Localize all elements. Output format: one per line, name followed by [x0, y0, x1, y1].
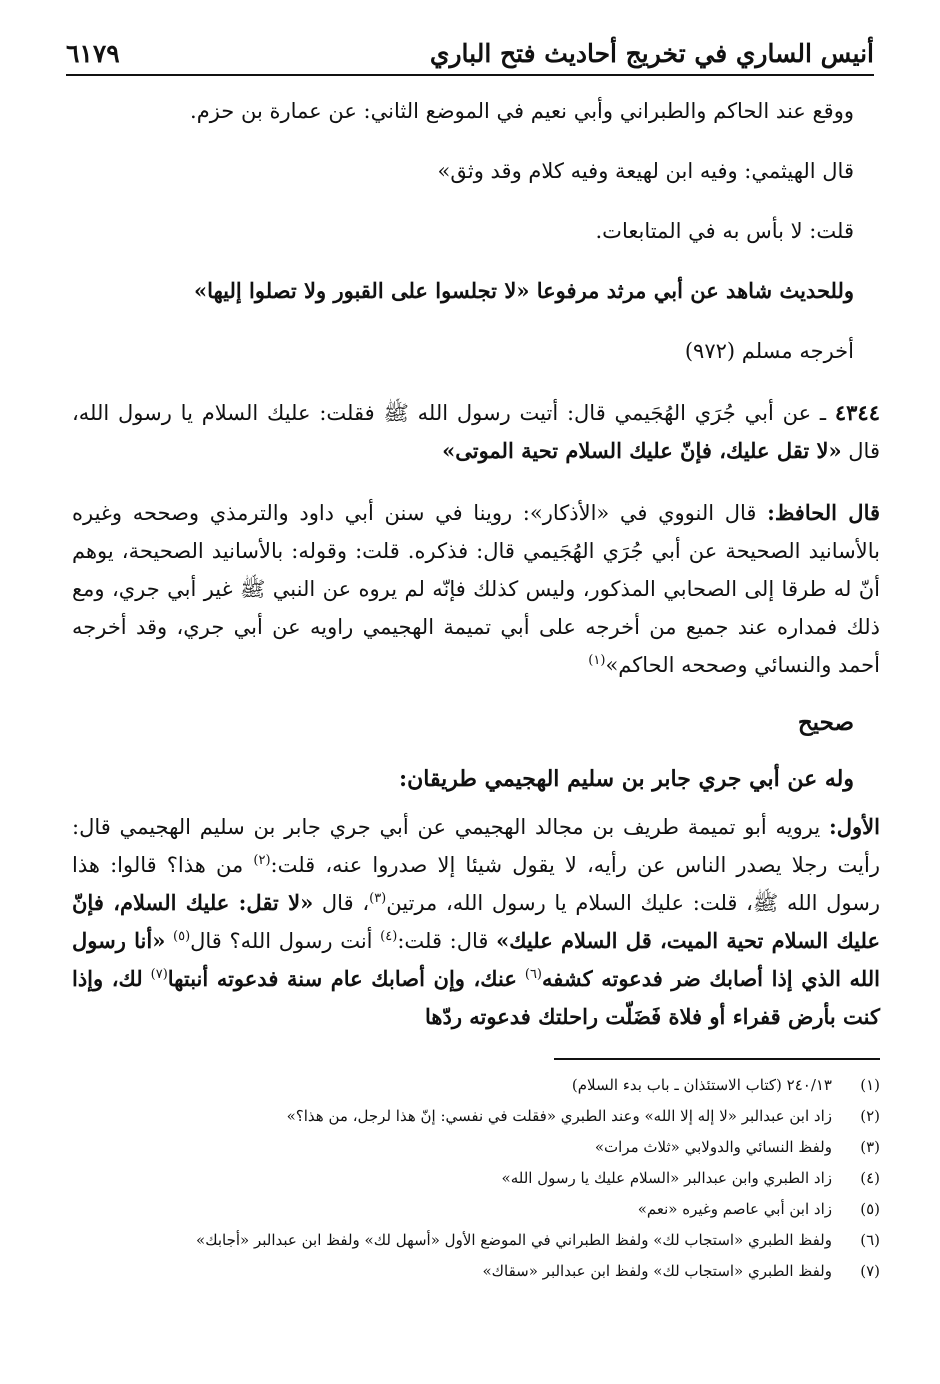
footnote-ref-5: (٥)	[173, 929, 191, 944]
footnote-text: زاد ابن أبي عاصم وغيره «نعم»	[637, 1200, 832, 1218]
footnote-number: (٣)	[860, 1138, 880, 1156]
footnote-separator	[554, 1058, 880, 1060]
hadith-quote: «لا تقل عليك، فإنّ عليك السلام تحية الموتى»	[442, 438, 842, 463]
hadith-4344	[72, 394, 880, 470]
paragraph-shahid: وللحديث شاهد عن أبي مرثد مرفوعا «لا تجلسوا على القبور ولا تصلوا إليها»	[193, 278, 854, 303]
footnote-ref-4: (٤)	[380, 929, 398, 944]
footnote-text: ولفظ النسائي والدولابي «ثلاث مرات»	[594, 1138, 832, 1156]
footnote-1	[70, 1070, 880, 1101]
footnote-5	[70, 1194, 880, 1225]
hadith-text: ـ عن أبي جُرَي الهُجَيمي قال: أتيت رسول الله ﷺ فقلت: عليك السلام يا رسول الله، قال	[72, 401, 880, 463]
footnote-4	[70, 1163, 880, 1194]
paragraph-waqa: ووقع عند الحاكم والطبراني وأبي نعيم في الموضع الثاني: عن عمارة بن حزم.	[190, 99, 854, 123]
footnote-6	[70, 1225, 880, 1256]
page-header	[66, 34, 874, 76]
hafiz-lead: قال الحافظ:	[767, 500, 881, 525]
footnote-ref-6: (٦)	[524, 967, 542, 982]
footnote-text: زاد الطبري وابن عبدالبر «السلام عليك يا رسول الله»	[501, 1169, 832, 1187]
first-path-text-2: من هذا؟ قالوا: هذا رسول الله ﷺ، قلت: عليك السلام يا رسول الله، مرتين	[72, 853, 880, 915]
paragraph-haythami: قال الهيثمي: وفيه ابن لهيعة وفيه كلام وقد وثق»	[437, 159, 854, 183]
footnote-number: (٦)	[860, 1231, 880, 1249]
hafiz-text: قال النووي في «الأذكار»: روينا في سنن أبي داود والترمذي وصححه وغيره بالأسانيد الصحيحة عن أبي جُرَي الهُجَيمي قال: فذكره. قلت: وقوله: بالأسانيد الصحيحة، يوهم أنّ له طرقا إلى الصحابي المذكور، وليس كذلك فإنّه لم يروه عن النبي ﷺ غير أبي جري، ومع ذلك فمداره عند جميع من أخرجه على أبي تميمة الهجيمي راويه عن أبي جري، وقد أخرجه أحمد والنسائي وصححه الحاكم»	[72, 501, 880, 677]
running-title: أنيس الساري في تخريج أحاديث فتح الباري	[429, 39, 874, 68]
paths-heading: وله عن أبي جري جابر بن سليم الهجيمي طريقان:	[399, 766, 854, 792]
footnote-3	[70, 1132, 880, 1163]
footnote-text: ٢٤٠/١٣ (كتاب الاستئذان ـ باب بدء السلام)	[571, 1076, 832, 1094]
footnote-text: زاد ابن عبدالبر «لا إله إلا الله» وعند الطبري «فقلت في نفسي: إنّ هذا لرجل، من هذا؟»	[286, 1107, 832, 1125]
first-path-quote-2: «أنا رسول الله الذي إذا أصابك ضر فدعوته كشفه	[72, 928, 880, 991]
footnote-ref-1: (١)	[588, 653, 606, 668]
hafiz-comment	[72, 494, 880, 684]
paragraph-qultu: قلت: لا بأس به في المتابعات.	[595, 219, 854, 243]
page-number: ٦١٧٩	[66, 39, 120, 68]
first-path-text-4: قال: قلت:	[397, 929, 489, 953]
footnote-2	[70, 1101, 880, 1132]
footnote-number: (٢)	[860, 1107, 880, 1125]
first-path-quote-1: «لا تقل: عليك السلام، فإنّ عليك السلام تحية الميت، قل السلام عليك»	[72, 890, 880, 953]
footnote-ref-7: (٧)	[150, 967, 168, 982]
footnote-number: (٤)	[860, 1169, 880, 1187]
first-path-lead: الأول:	[829, 814, 880, 839]
footnote-ref-3: (٣)	[369, 891, 387, 906]
hadith-number: ٤٣٤٤	[834, 400, 880, 425]
first-path-text-5: أنت رسول الله؟ قال	[190, 929, 373, 953]
footnote-7	[70, 1256, 880, 1287]
grade-heading: صحيح	[797, 709, 854, 736]
first-path-text-1: يرويه أبو تميمة طريف بن مجالد الهجيمي عن أبي جري جابر بن سليم الهجيمي قال: رأيت رجلا يصدر الناس عن رأيه، لا يقول شيئا إلا صدروا عنه، قلت:	[72, 815, 880, 877]
footnote-number: (٥)	[860, 1200, 880, 1218]
main-text	[72, 92, 880, 1036]
footnote-text: ولفظ الطبري «استجاب لك» ولفظ ابن عبدالبر «سقاك»	[482, 1262, 832, 1280]
footnotes	[70, 1070, 880, 1287]
first-path-quote-4: لك، وإذا كنت بأرض قفراء أو فلاة فَضَلّت راحلتك فدعوته ردّها	[72, 966, 880, 1029]
footnote-number: (١)	[860, 1076, 880, 1094]
paragraph-muslim: أخرجه مسلم (٩٧٢)	[684, 339, 854, 363]
footnote-ref-2: (٢)	[253, 853, 271, 868]
first-path-text-3: ، قال	[321, 891, 370, 915]
first-path	[72, 808, 880, 1036]
footnote-text: ولفظ الطبري «استجاب لك» ولفظ الطبراني في الموضع الأول «أسهل لك» ولفظ ابن عبدالبر «أجابك»	[196, 1231, 832, 1249]
first-path-quote-3: عنك، وإن أصابك عام سنة فدعوته أنبتها	[167, 966, 517, 991]
footnote-number: (٧)	[860, 1262, 880, 1280]
